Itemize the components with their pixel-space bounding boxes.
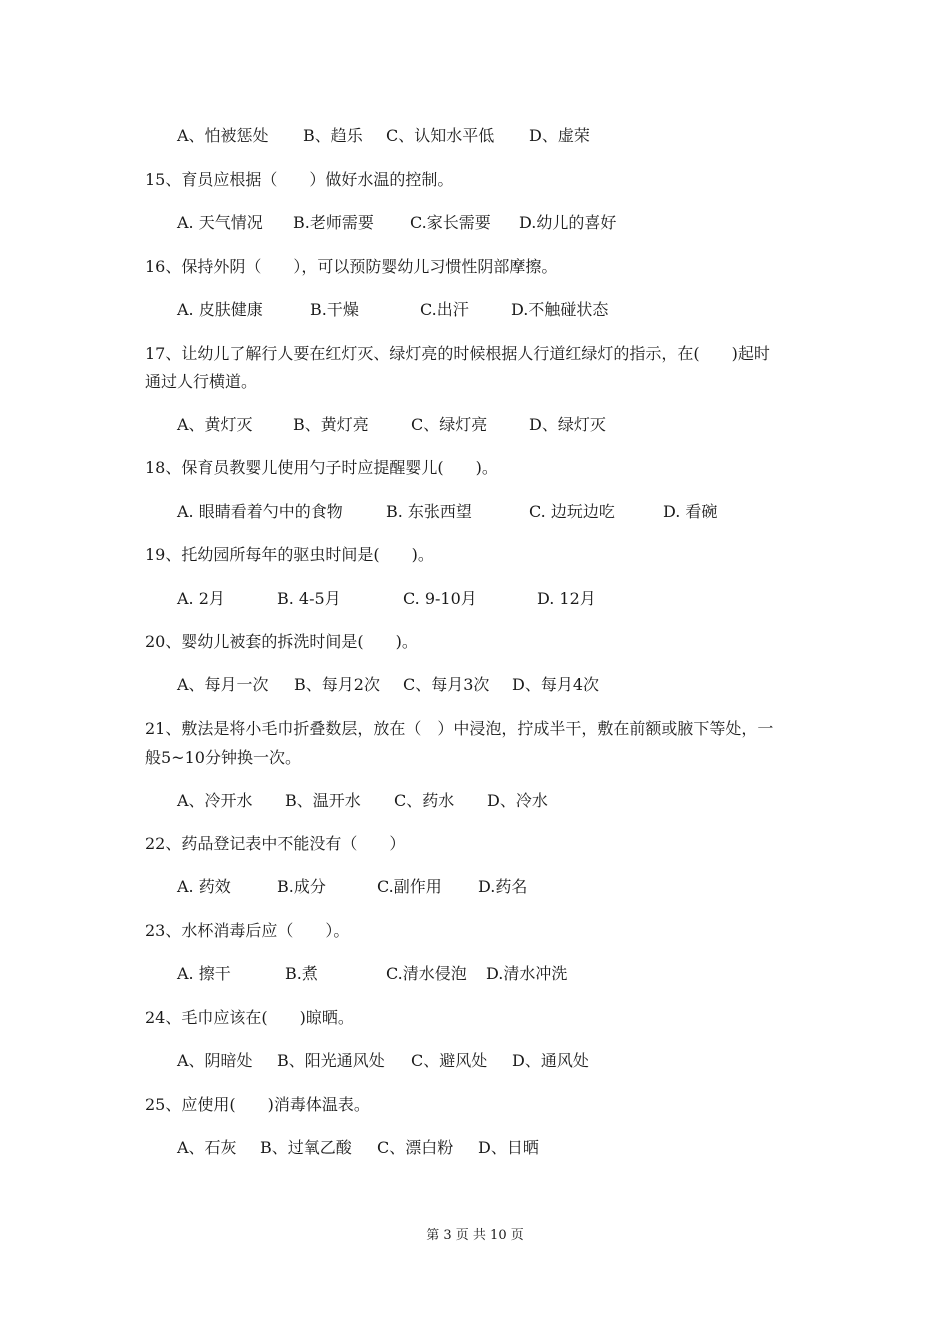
option-b: B. 4-5月	[277, 589, 341, 608]
option-b: B.煮	[285, 964, 318, 983]
option-b: B、过氧乙酸	[260, 1138, 352, 1157]
option-c: C、漂白粉	[377, 1138, 454, 1157]
option-a: A. 眼睛看着勺中的食物	[177, 502, 343, 521]
question-22-stem: 22、药品登记表中不能没有（ ）	[145, 834, 406, 853]
option-d: D.药名	[478, 877, 528, 896]
option-c: C、认知水平低	[386, 126, 495, 145]
question-25-stem: 25、应使用( )消毒体温表。	[145, 1095, 370, 1114]
option-c: C.出汗	[420, 300, 469, 319]
option-a: A、石灰	[177, 1138, 237, 1157]
option-a: A、冷开水	[177, 791, 253, 810]
option-a: A、阴暗处	[177, 1051, 253, 1070]
question-23-stem: 23、水杯消毒后应（ ）。	[145, 921, 350, 940]
option-c: C.清水侵泡	[386, 964, 467, 983]
option-c: C、绿灯亮	[411, 415, 488, 434]
option-b: B.干燥	[310, 300, 359, 319]
option-a: A、怕被惩处	[177, 126, 269, 145]
question-17-stem: 17、让幼儿了解行人要在红灯灭、绿灯亮的时候根据人行道红绿灯的指示，在( )起时	[145, 344, 770, 363]
option-c: C. 边玩边吃	[529, 502, 615, 521]
option-a: A. 药效	[177, 877, 231, 896]
option-d: D、冷水	[487, 791, 548, 810]
option-d: D.清水冲洗	[486, 964, 568, 983]
option-c: C.家长需要	[410, 213, 491, 232]
option-a: A、黄灯灭	[177, 415, 253, 434]
option-a: A. 2月	[177, 589, 225, 608]
option-c: C.副作用	[377, 877, 442, 896]
option-b: B、黄灯亮	[293, 415, 369, 434]
option-c: C、每月3次	[403, 675, 490, 694]
question-21-stem: 21、敷法是将小毛巾折叠数层，放在（ ）中浸泡，拧成半干，敷在前额或腋下等处，一	[145, 719, 774, 738]
option-d: D、每月4次	[512, 675, 600, 694]
question-20-stem: 20、婴幼儿被套的拆洗时间是( )。	[145, 632, 418, 651]
option-a: A、每月一次	[177, 675, 269, 694]
option-b: B、阳光通风处	[277, 1051, 385, 1070]
option-b: B. 东张西望	[386, 502, 472, 521]
option-a: A. 皮肤健康	[177, 300, 263, 319]
question-16-stem: 16、保持外阴（ ），可以预防婴幼儿习惯性阴部摩擦。	[145, 257, 558, 276]
option-d: D、绿灯灭	[529, 415, 606, 434]
page-footer: 第 3 页 共 10 页	[426, 1228, 524, 1243]
option-d: D、虚荣	[529, 126, 590, 145]
question-18-stem: 18、保育员教婴儿使用勺子时应提醒婴儿( )。	[145, 458, 498, 477]
option-d: D、通风处	[512, 1051, 589, 1070]
option-b: B.老师需要	[293, 213, 374, 232]
question-21-stem-cont: 般5~10分钟换一次。	[145, 748, 301, 767]
option-c: C. 9-10月	[403, 589, 477, 608]
option-c: C、药水	[394, 791, 455, 810]
question-15-stem: 15、育员应根据（ ）做好水温的控制。	[145, 170, 454, 189]
option-b: B.成分	[277, 877, 326, 896]
option-c: C、避风处	[411, 1051, 488, 1070]
option-a: A. 天气情况	[177, 213, 263, 232]
option-b: B、温开水	[285, 791, 361, 810]
question-19-stem: 19、托幼园所每年的驱虫时间是( )。	[145, 545, 434, 564]
option-d: D、日晒	[478, 1138, 539, 1157]
question-17-stem-cont: 通过人行横道。	[145, 372, 258, 391]
option-d: D.幼儿的喜好	[519, 213, 617, 232]
option-d: D. 12月	[537, 589, 596, 608]
option-d: D. 看碗	[663, 502, 718, 521]
option-b: B、趋乐	[303, 126, 363, 145]
option-a: A. 擦干	[177, 964, 231, 983]
option-d: D.不触碰状态	[511, 300, 609, 319]
option-b: B、每月2次	[294, 675, 380, 694]
question-24-stem: 24、毛巾应该在( )晾晒。	[145, 1008, 354, 1027]
